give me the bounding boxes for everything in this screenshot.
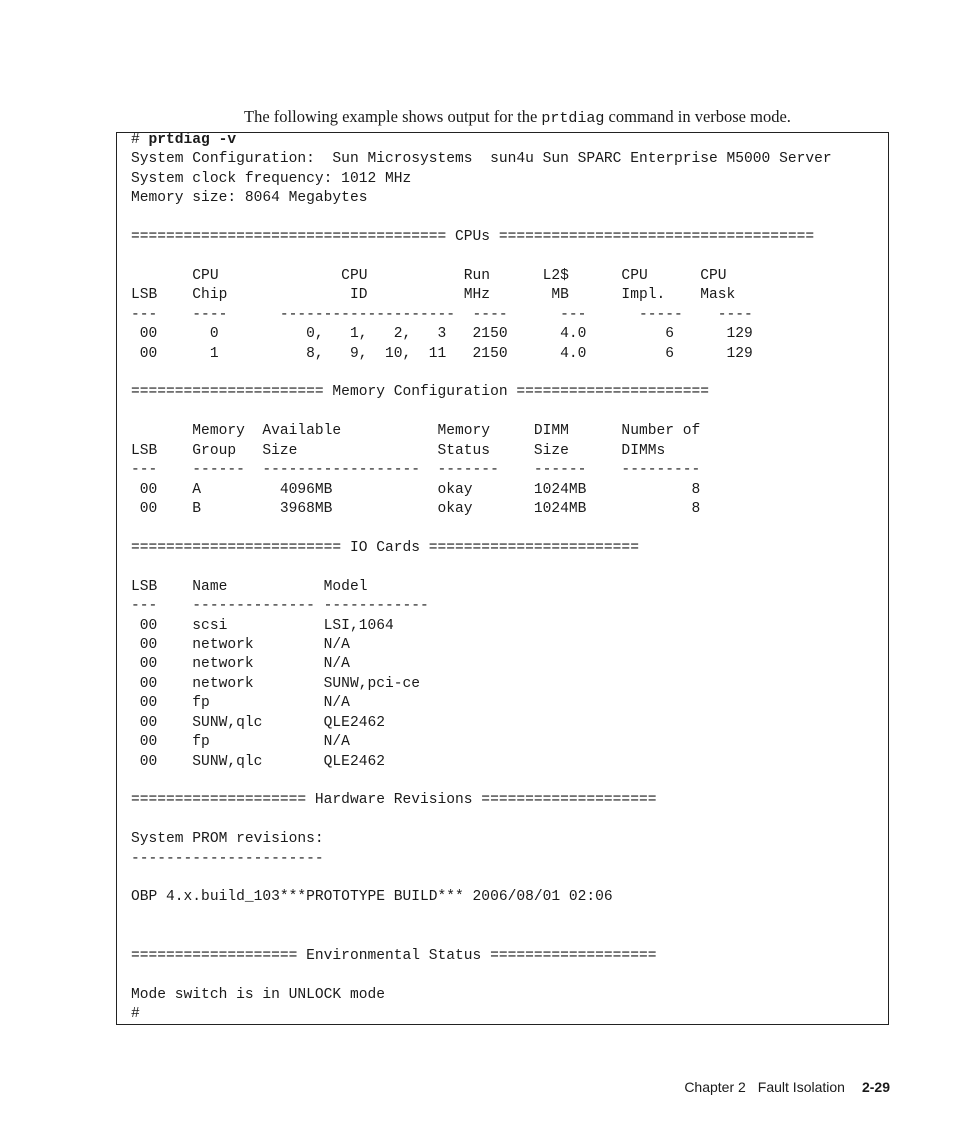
intro-paragraph (244, 106, 894, 130)
footer-section: Fault Isolation (757, 1079, 845, 1095)
command-line (131, 132, 832, 150)
output-line: 00 SUNW,qlc QLE2462 (131, 753, 385, 770)
command-text: prtdiag -v (148, 132, 237, 148)
output-line: 00 network SUNW,pci-ce (131, 675, 421, 692)
output-line: LSB Name Model (131, 578, 368, 595)
output-line (131, 908, 832, 927)
output-line: # (131, 1005, 140, 1022)
terminal-output (131, 132, 832, 1024)
footer-chapter: Chapter 2 (684, 1079, 746, 1095)
output-line (131, 869, 832, 888)
output-line: Memory Available Memory DIMM Number of (131, 423, 701, 440)
output-line: --- -------------- ------------ (131, 598, 429, 615)
output-line: 00 network N/A (131, 636, 350, 653)
output-line: --- ---- -------------------- ---- --- ----- ---- (131, 306, 753, 323)
footer-page-number: 2-29 (861, 1079, 890, 1095)
output-line (131, 966, 832, 985)
output-line: CPU CPU Run L2$ CPU CPU (131, 267, 727, 284)
intro-command-name: prtdiag (541, 109, 605, 127)
output-line (131, 558, 832, 577)
prompt-symbol: # (131, 132, 149, 148)
output-line: 00 1 8, 9, 10, 11 2150 4.0 6 129 (131, 345, 753, 362)
output-line: OBP 4.x.build_103***PROTOTYPE BUILD*** 2006/08/01 02:06 (131, 889, 613, 906)
output-line: ====================== Memory Configuration ====================== (131, 384, 710, 401)
output-line: ==================================== CPUs ==================================== (131, 229, 815, 246)
output-line (131, 364, 832, 383)
output-line: --- ------ ------------------ ------- ------ --------- (131, 462, 701, 479)
output-line (131, 811, 832, 830)
output-line: 00 fp N/A (131, 734, 350, 751)
code-example-box (116, 132, 889, 1025)
output-line: =================== Environmental Status =================== (131, 947, 657, 964)
page-footer (684, 1077, 890, 1097)
output-line: LSB Chip ID MHz MB Impl. Mask (131, 287, 736, 304)
output-line: System Configuration: Sun Microsystems sun4u Sun SPARC Enterprise M5000 Server (131, 151, 832, 168)
output-line: 00 0 0, 1, 2, 3 2150 4.0 6 129 (131, 326, 753, 343)
output-line: 00 scsi LSI,1064 (131, 617, 394, 634)
output-line: LSB Group Size Status Size DIMMs (131, 442, 666, 459)
output-line (131, 927, 832, 946)
output-line: 00 fp N/A (131, 695, 350, 712)
output-line: ==================== Hardware Revisions ==================== (131, 792, 657, 809)
output-line: Mode switch is in UNLOCK mode (131, 986, 385, 1003)
output-line: ---------------------- (131, 850, 324, 867)
intro-text-after: command in verbose mode. (604, 106, 791, 126)
output-line (131, 209, 832, 228)
output-line: ======================== IO Cards ======================== (131, 539, 639, 556)
intro-text-before: The following example shows output for the (244, 106, 542, 126)
output-line: 00 B 3968MB okay 1024MB 8 (131, 501, 701, 518)
output-line: 00 A 4096MB okay 1024MB 8 (131, 481, 701, 498)
output-line: 00 SUNW,qlc QLE2462 (131, 714, 385, 731)
output-line: System clock frequency: 1012 MHz (131, 170, 412, 187)
output-line: 00 network N/A (131, 656, 350, 673)
output-lines (131, 150, 832, 1024)
output-line (131, 519, 832, 538)
output-line (131, 248, 832, 267)
output-line (131, 403, 832, 422)
output-line: System PROM revisions: (131, 831, 324, 848)
output-line: Memory size: 8064 Megabytes (131, 190, 368, 207)
output-line (131, 772, 832, 791)
